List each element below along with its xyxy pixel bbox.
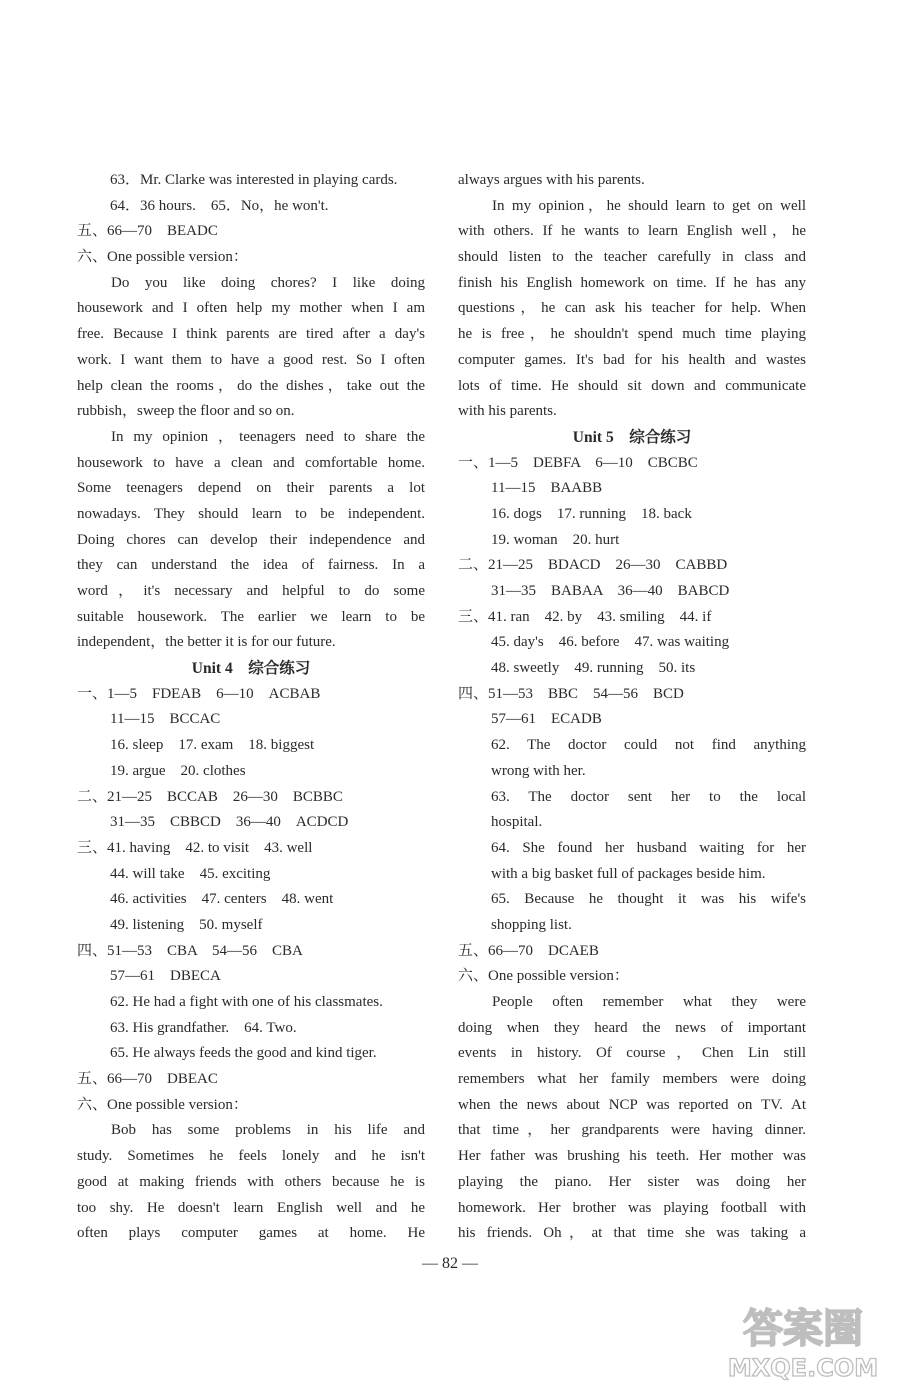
text-line: finish his English homework on time. If he has any	[458, 274, 806, 291]
text-line: 57—61 DBECA	[110, 968, 221, 985]
text-line: 46. activities 47. centers 48. went	[110, 891, 334, 908]
text-line: often plays computer games at home. He	[77, 1225, 425, 1242]
text-line: 三、41. ran 42. by 43. smiling 44. if	[458, 608, 712, 625]
page-number: — 82 —	[422, 1255, 478, 1272]
text-line: lots of time. He should sit down and communicate	[458, 377, 806, 394]
right-column	[458, 168, 806, 1247]
text-line: 六、One possible version：	[77, 1096, 248, 1113]
text-line: playing the piano. Her sister was doing her	[458, 1173, 806, 1190]
text-line: 三、41. having 42. to visit 43. well	[77, 839, 313, 856]
text-line: suitable housework. The earlier we learn to be	[77, 608, 425, 625]
text-line: 16. dogs 17. running 18. back	[491, 505, 692, 522]
text-line: 四、51—53 CBA 54—56 CBA	[77, 942, 303, 959]
text-line: free. Because I think parents are tired after a day's	[77, 326, 425, 343]
text-line: 六、One possible version：	[458, 968, 629, 985]
text-line: hospital.	[491, 814, 543, 831]
text-line: 16. sleep 17. exam 18. biggest	[110, 737, 315, 754]
text-line: 62. He had a fight with one of his classmates.	[110, 994, 383, 1010]
text-line: that time，her grandparents were having dinner.	[458, 1122, 806, 1139]
text-line: his friends. Oh，at that time she was taking a	[458, 1225, 806, 1242]
text-line: he is free，he shouldn't spend much time playing	[458, 326, 806, 343]
text-line: 64. She found her husband waiting for her	[491, 839, 806, 856]
text-line: good at making friends with others because he is	[77, 1173, 425, 1190]
text-line: 49. listening 50. myself	[110, 916, 263, 933]
text-line: 19. argue 20. clothes	[110, 762, 246, 779]
text-line: should listen to the teacher carefully in class and	[458, 249, 806, 266]
text-line: 五、66—70 BEADC	[77, 223, 218, 240]
watermark-cn-text: 答案圈	[743, 1306, 863, 1352]
text-line: housework and I often help my mother when I am	[77, 300, 425, 317]
text-line: 63．Mr. Clarke was interested in playing cards.	[110, 172, 398, 188]
text-line: with others. If he wants to learn English well，he	[458, 223, 806, 240]
text-line: Do you like doing chores? I like doing	[111, 274, 425, 291]
watermark-logo	[718, 1298, 888, 1382]
text-line: 四、51—53 BBC 54—56 BCD	[458, 685, 684, 702]
text-line: 64．36 hours. 65．No，he won't.	[110, 197, 329, 214]
unit-heading: Unit 5 综合练习	[572, 428, 692, 446]
text-line: rubbish，sweep the floor and so on.	[77, 403, 295, 420]
text-line: 11—15 BAABB	[491, 480, 603, 497]
text-line: 63. His grandfather. 64. Two.	[110, 1019, 297, 1036]
text-line: shopping list.	[491, 916, 572, 933]
text-line: with a big basket full of packages beside him.	[491, 865, 766, 882]
text-line: when the news about NCP was reported on TV. At	[458, 1096, 806, 1113]
text-line: 31—35 BABAA 36—40 BABCD	[491, 583, 730, 599]
text-line: 一、1—5 DEBFA 6—10 CBCBC	[458, 454, 698, 471]
text-line: help clean the rooms，do the dishes，take out the	[77, 377, 425, 394]
text-line: Some teenagers depend on their parents a lot	[77, 480, 425, 497]
text-line: 45. day's 46. before 47. was waiting	[491, 634, 730, 651]
text-line: questions，he can ask his teacher for help. When	[458, 300, 806, 317]
text-line: 48. sweetly 49. running 50. its	[491, 660, 696, 677]
text-line: too shy. He doesn't learn English well and he	[77, 1199, 425, 1216]
text-line: 一、1—5 FDEAB 6—10 ACBAB	[77, 685, 321, 702]
text-line: 63. The doctor sent her to the local	[491, 788, 806, 805]
text-line: 62. The doctor could not find anything	[491, 737, 806, 754]
text-line: housework to have a clean and comfortable home.	[77, 454, 425, 471]
text-line: Bob has some problems in his life and	[111, 1122, 425, 1139]
text-line: 六、One possible version：	[77, 249, 248, 266]
text-line: independent，the better it is for our future.	[77, 634, 336, 651]
text-line: wrong with her.	[491, 762, 586, 779]
text-line: remembers what her family members were doing	[458, 1071, 806, 1088]
text-line: 31—35 CBBCD 36—40 ACDCD	[110, 814, 349, 831]
text-line: Doing chores can develop their independence and	[77, 531, 425, 548]
text-line: 五、66—70 DCAEB	[458, 942, 599, 959]
text-line: with his parents.	[458, 403, 557, 420]
text-line: 二、21—25 BDACD 26—30 CABBD	[458, 557, 728, 574]
text-line: 44. will take 45. exciting	[110, 865, 271, 882]
text-line: they can understand the idea of fairness. In a	[77, 557, 425, 574]
text-line: homework. Her brother was playing football with	[458, 1199, 806, 1216]
text-line: word，it's necessary and helpful to do some	[77, 583, 425, 599]
text-line: 57—61 ECADB	[491, 711, 602, 728]
text-line: In my opinion ，teenagers need to share the	[111, 428, 425, 445]
text-line: 二、21—25 BCCAB 26—30 BCBBC	[77, 788, 343, 805]
text-line: events in history. Of course，Chen Lin still	[458, 1045, 806, 1062]
text-line: nowadays. They should learn to be independent.	[77, 505, 425, 522]
text-line: 65. He always feeds the good and kind tiger.	[110, 1045, 377, 1062]
text-line: doing when they heard the news of important	[458, 1019, 806, 1036]
text-line: In my opinion，he should learn to get on well	[492, 197, 806, 214]
text-line: 65. Because he thought it was his wife's	[491, 891, 806, 908]
text-line: 11—15 BCCAC	[110, 711, 221, 728]
text-line: People often remember what they were	[492, 994, 806, 1010]
text-line: study. Sometimes he feels lonely and he isn't	[77, 1148, 425, 1165]
text-line: Her father was brushing his teeth. Her mother was	[458, 1148, 806, 1165]
text-line: always argues with his parents.	[458, 172, 645, 188]
text-line: computer games. It's bad for his health and wastes	[458, 351, 806, 368]
text-line: work. I want them to have a good rest. So I often	[77, 351, 425, 368]
text-line: 19. woman 20. hurt	[491, 531, 620, 548]
text-line: 五、66—70 DBEAC	[77, 1071, 218, 1088]
left-column	[77, 168, 425, 1247]
unit-heading: Unit 4 综合练习	[191, 660, 311, 678]
watermark-url-text: MXQE.COM	[727, 1354, 879, 1382]
